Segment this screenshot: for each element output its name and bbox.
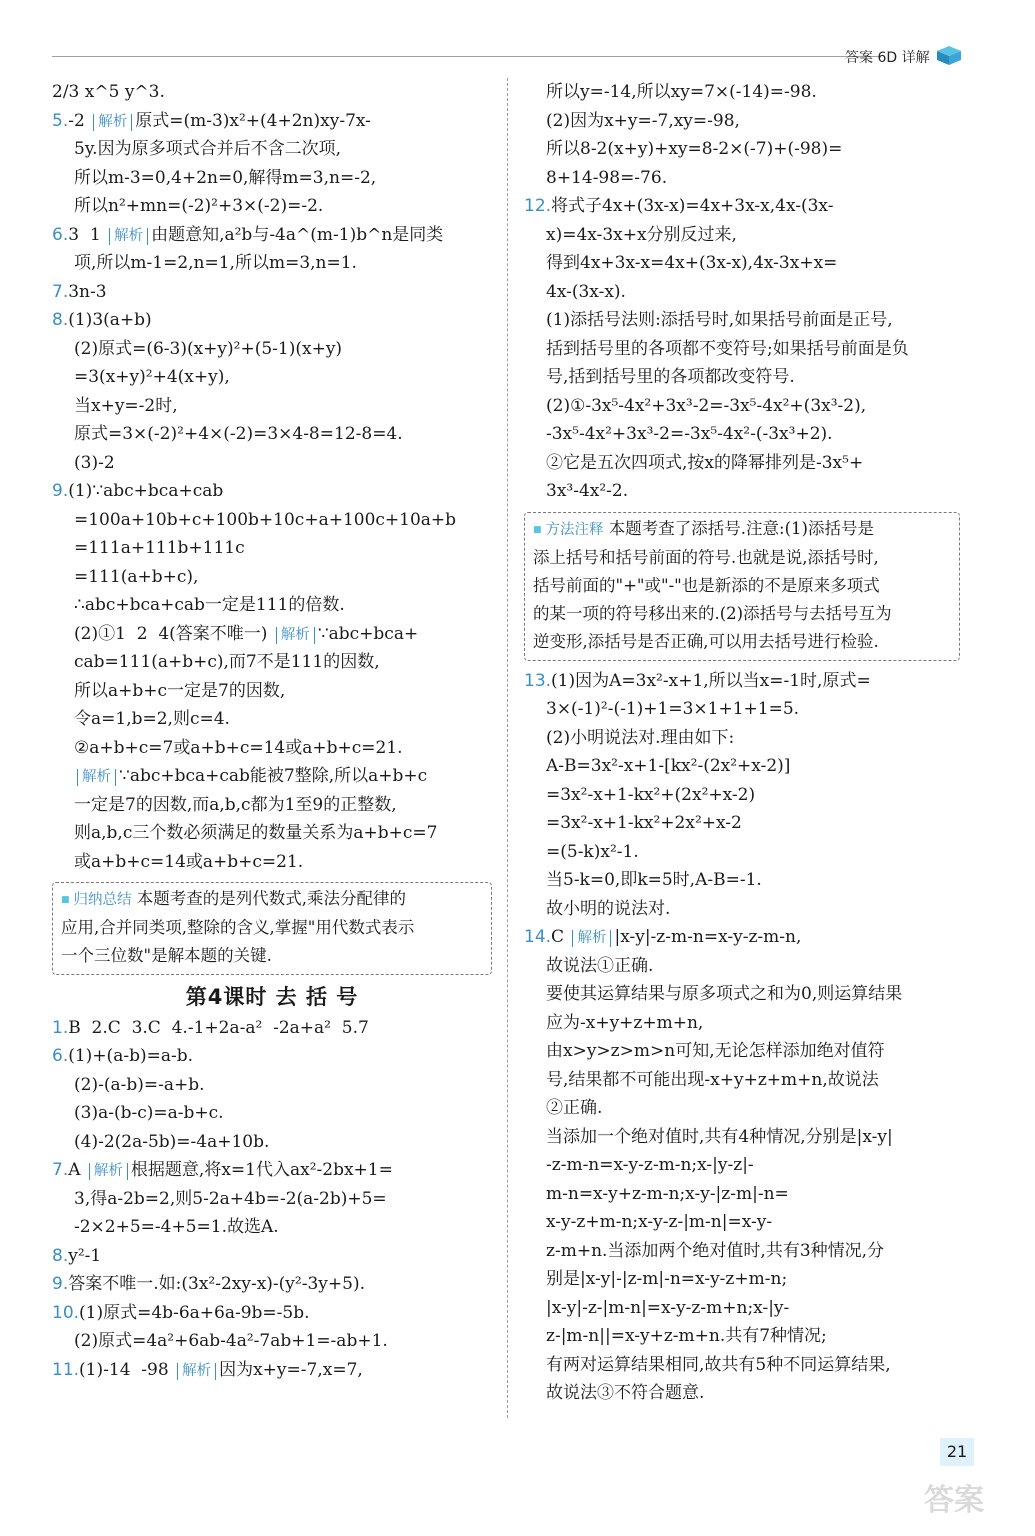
answer-text: (1)添括号法则:添括号时,如果括号前面是正号,	[546, 310, 893, 330]
answer-text: =111a+111b+111c	[74, 538, 245, 558]
answer-text: 一定是7的因数,而a,b,c都为1至9的正整数,	[74, 794, 397, 815]
answer-line	[524, 164, 960, 193]
answer-line	[524, 695, 960, 724]
answer-text: -2×2+5=-4+5=1.故选A.	[74, 1217, 279, 1237]
page-number: 21	[940, 1438, 974, 1466]
answer-text: 原式=3×(-2)²+4×(-2)=3×4-8=12-8=4.	[74, 424, 403, 444]
right-column	[524, 78, 960, 1408]
answer-line	[52, 848, 492, 877]
answer-line	[524, 1294, 960, 1323]
answer-text: ∴abc+bca+cab一定是111的倍数.	[74, 595, 345, 615]
answer-text: 根据题意,将x=1代入ax²-2bx+1=	[130, 1160, 393, 1180]
answer-text: x-y-z+m-n;x-y-z-|m-n|=x-y-	[546, 1212, 773, 1232]
answer-text: 所以n²+mn=(-2)²+3×(-2)=-2.	[74, 196, 324, 216]
question-number: 12.	[524, 196, 552, 216]
section-title: 第4课时 去 括 号	[185, 985, 359, 1009]
answer-line	[52, 1270, 492, 1299]
answer-text: (2)-(a-b)=-a+b.	[74, 1074, 205, 1095]
answer-text: (3)a-(b-c)=a-b+c.	[74, 1103, 224, 1123]
answer-line	[524, 306, 960, 335]
question-number: 5.	[52, 110, 69, 131]
header-rule	[52, 56, 880, 57]
column-divider	[507, 78, 508, 1418]
answer-line	[52, 791, 492, 820]
answer-line	[52, 420, 492, 449]
question-number: 6.	[52, 224, 69, 245]
answer-text: 因为x+y=-7,x=7,	[219, 1359, 363, 1380]
answer-line	[524, 1123, 960, 1152]
analysis-tag: 解析	[77, 769, 116, 786]
question-number: 8.	[52, 310, 69, 330]
answer-line	[524, 1351, 960, 1380]
answer-text: (4)-2(2a-5b)=-4a+10b.	[74, 1131, 270, 1152]
answer-text: 要使其运算结果与原多项式之和为0,则运算结果	[546, 984, 903, 1004]
answer-text: 故说法③不符合题意.	[546, 1383, 705, 1403]
answer-text: =3x²-x+1-kx²+2x²+x-2	[546, 813, 742, 833]
answer-text: 得到4x+3x-x=4x+(3x-x),4x-3x+x=	[546, 253, 838, 273]
answer-line	[524, 781, 960, 810]
answer-line	[524, 838, 960, 867]
answer-text: (2)①-3x⁵-4x²+3x³-2=-3x⁵-4x²+(3x³-2),	[546, 395, 867, 416]
answer-line	[52, 335, 492, 364]
answer-line	[524, 135, 960, 164]
answer-text: x)=4x-3x+x分别反过来,	[546, 224, 737, 245]
answer-text: 3,得a-2b=2,则5-2a+4b=-2(a-2b)+5=	[74, 1188, 387, 1209]
answer-line	[52, 1014, 492, 1043]
answer-text: 括到括号里的各项都不变符号;如果括号前面是负	[546, 338, 909, 359]
answer-text: 则a,b,c三个数必须满足的数量关系为a+b+c=7	[74, 823, 438, 843]
svg-text:答案: 答案	[924, 1483, 984, 1518]
answer-line	[52, 1299, 492, 1328]
answer-line	[52, 648, 492, 677]
answer-line	[524, 1066, 960, 1095]
question-number: 9.	[52, 1274, 69, 1294]
answer-line	[52, 78, 492, 107]
answer-text: (1)∵abc+bca+cab	[68, 481, 224, 501]
answer-text: (2)原式=4a²+6ab-4a²-7ab+1=-ab+1.	[74, 1331, 388, 1351]
answer-line	[52, 734, 492, 763]
answer-line	[52, 107, 492, 136]
answer-text: 号,括到括号里的各项都改变符号.	[546, 367, 795, 387]
answer-text: 或a+b+c=14或a+b+c=21.	[74, 851, 304, 872]
answer-line	[524, 192, 960, 221]
answer-line	[52, 249, 492, 278]
question-number: 11.	[52, 1359, 80, 1380]
answer-line	[524, 1151, 960, 1180]
answer-text: 3×(-1)²-(-1)+1=3×1+1+1=5.	[546, 699, 800, 719]
answer-text: ∵abc+bca+cab能被7整除,所以a+b+c	[119, 766, 428, 786]
answer-text: 所以m-3=0,4+2n=0,解得m=3,n=-2,	[74, 167, 377, 188]
answer-line	[52, 1356, 492, 1385]
answer-text: 别是|x-y|-|z-m|-n=x-y-z+m-n;	[546, 1269, 788, 1289]
answer-line	[524, 107, 960, 136]
answer-line	[524, 980, 960, 1009]
answer-text: |x-y|-z-m-n=x-y-z-m-n,	[614, 927, 802, 947]
answer-line	[524, 249, 960, 278]
question-number: 7.	[52, 281, 69, 302]
answer-text: 当x+y=-2时,	[74, 395, 178, 416]
answer-text: B 2.C 3.C 4.-1+2a-a² -2a+a² 5.7	[68, 1017, 369, 1038]
answer-line	[524, 895, 960, 924]
answer-text: 3n-3	[68, 281, 107, 302]
answer-line	[524, 809, 960, 838]
answer-line	[52, 221, 492, 250]
answer-text: z-m+n.当添加两个绝对值时,共有3种情况,分	[546, 1240, 885, 1261]
summary-box-title: ■ 归纳总结	[61, 892, 132, 908]
answer-line	[52, 1128, 492, 1157]
method-note-line: 括号前面的"+"或"-"也是新添的不是原来多项式	[533, 575, 880, 595]
answer-line	[52, 1071, 492, 1100]
answer-text: (1)原式=4b-6a+6a-9b=-5b.	[79, 1302, 310, 1323]
answer-text: 将式子4x+(3x-x)=4x+3x-x,4x-(3x-	[551, 196, 834, 216]
answer-line	[524, 78, 960, 107]
answer-line	[52, 192, 492, 221]
answer-line	[524, 1322, 960, 1351]
answer-text: 有两对运算结果相同,故共有5种不同运算结果,	[546, 1354, 891, 1375]
answer-text: 8+14-98=-76.	[546, 167, 668, 188]
answer-text: 原式=(m-3)x²+(4+2n)xy-7x-	[135, 110, 371, 131]
answer-line	[52, 620, 492, 649]
answer-text: (1)-14 -98	[79, 1359, 175, 1380]
answer-line	[524, 221, 960, 250]
question-number: 6.	[52, 1046, 69, 1066]
answer-text: ②它是五次四项式,按x的降幂排列是-3x⁵+	[546, 452, 864, 473]
method-note-line: 本题考查了添括号.注意:(1)添括号是	[608, 518, 874, 538]
answer-text: 当5-k=0,即k=5时,A-B=-1.	[546, 870, 762, 890]
answer-line	[524, 667, 960, 696]
question-number: 9.	[52, 481, 69, 501]
answer-text: =3x²-x+1-kx²+(2x²+x-2)	[546, 784, 756, 805]
answer-text: 所以8-2(x+y)+xy=8-2×(-7)+(-98)=	[546, 139, 843, 159]
answer-text: (2)原式=(6-3)(x+y)²+(5-1)(x+y)	[74, 338, 343, 359]
answer-text: (3)-2	[74, 452, 115, 473]
answer-line	[524, 724, 960, 753]
answer-line	[52, 164, 492, 193]
answer-line	[524, 1037, 960, 1066]
answer-text: 所以a+b+c一定是7的因数,	[74, 680, 286, 701]
answer-text: 应为-x+y+z+m+n,	[546, 1012, 704, 1033]
answer-line	[52, 534, 492, 563]
question-number: 10.	[52, 1302, 80, 1323]
analysis-tag: 解析	[572, 930, 611, 947]
answer-line	[52, 762, 492, 791]
answer-line	[524, 1094, 960, 1123]
answer-line	[524, 1265, 960, 1294]
answer-line	[52, 392, 492, 421]
answer-text: 4x-(3x-x).	[546, 281, 626, 302]
answer-text: ∵abc+bca+	[317, 623, 419, 644]
answer-text: 5y.因为原多项式合并后不含二次项,	[74, 139, 341, 159]
method-note-title: ■ 方法注释	[533, 522, 604, 538]
question-number: 8.	[52, 1245, 69, 1266]
answer-line	[52, 1099, 492, 1128]
answer-line	[524, 923, 960, 952]
answer-line	[524, 1379, 960, 1408]
answer-text: (1)因为A=3x²-x+1,所以当x=-1时,原式=	[551, 670, 871, 691]
answer-text: 由x>y>z>m>n可知,无论怎样添加绝对值符	[546, 1041, 885, 1061]
answer-line	[52, 477, 492, 506]
answer-text: 故小明的说法对.	[546, 898, 671, 919]
answer-line	[524, 866, 960, 895]
answer-text: -3x⁵-4x²+3x³-2=-3x⁵-4x²-(-3x³+2).	[546, 424, 833, 444]
answer-text: -2	[68, 110, 91, 131]
answer-line	[52, 449, 492, 478]
answer-line	[52, 1185, 492, 1214]
answer-line	[524, 752, 960, 781]
answer-text: C	[551, 927, 570, 947]
question-number: 14.	[524, 927, 552, 947]
answer-line	[52, 677, 492, 706]
watermark-logo-icon	[920, 1470, 1030, 1530]
answer-line	[524, 1237, 960, 1266]
method-note-line: 添上括号和括号前面的符号.也就是说,添括号时,	[533, 547, 879, 567]
answer-text: 3x³-4x²-2.	[546, 481, 629, 501]
answer-text: -z-m-n=x-y-z-m-n;x-|y-z|-	[546, 1155, 754, 1175]
answer-line	[524, 392, 960, 421]
answer-line	[52, 705, 492, 734]
answer-line	[52, 506, 492, 535]
answer-text: =100a+10b+c+100b+10c+a+100c+10a+b	[74, 509, 457, 530]
answer-text: (1)3(a+b)	[68, 310, 152, 330]
summary-line: 应用,合并同类项,整除的含义,掌握"用代数式表示	[61, 918, 415, 937]
answer-text: 由题意知,a²b与-4a^(m-1)b^n是同类	[151, 224, 444, 245]
analysis-tag: 解析	[93, 114, 132, 131]
answer-line	[52, 1213, 492, 1242]
answer-text: =(5-k)x²-1.	[546, 841, 639, 862]
question-number: 7.	[52, 1160, 69, 1180]
answer-line	[524, 420, 960, 449]
answer-line	[524, 278, 960, 307]
answer-line	[524, 363, 960, 392]
answer-text: 答案不唯一.如:(3x²-2xy-x)-(y²-3y+5).	[68, 1274, 365, 1294]
summary-line: 一个三位数"是解本题的关键.	[61, 946, 272, 965]
answer-text: 当添加一个绝对值时,共有4种情况,分别是|x-y|	[546, 1126, 893, 1147]
summary-line: 本题考查的是列代数式,乘法分配律的	[136, 889, 407, 908]
analysis-tag: 解析	[276, 627, 315, 644]
answer-line	[52, 306, 492, 335]
answer-text: m-n=x-y+z-m-n;x-y-|z-m|-n=	[546, 1183, 789, 1204]
method-note-line: 的某一项的符号移出来的.(2)添括号与去括号互为	[533, 603, 892, 623]
analysis-tag: 解析	[89, 1163, 128, 1180]
answer-line	[524, 449, 960, 478]
question-number: 1.	[52, 1017, 69, 1038]
answer-text: 项,所以m-1=2,n=1,所以m=3,n=1.	[74, 253, 357, 273]
answer-text: A-B=3x²-x+1-[kx²-(2x²+x-2)]	[546, 756, 791, 776]
answer-text: A	[68, 1160, 86, 1180]
cube-logo-icon	[935, 44, 963, 66]
answer-text: 2/3 x^5 y^3.	[52, 82, 165, 102]
left-column	[52, 78, 492, 1384]
answer-text: (2)因为x+y=-7,xy=-98,	[546, 110, 740, 131]
answer-text: (1)+(a-b)=a-b.	[68, 1046, 193, 1066]
answer-line	[52, 1042, 492, 1071]
answer-text: 故说法①正确.	[546, 955, 654, 976]
analysis-tag: 解析	[177, 1363, 216, 1380]
answer-text: 令a=1,b=2,则c=4.	[74, 709, 230, 729]
summary-box	[52, 882, 492, 975]
answer-text: ②正确.	[546, 1098, 603, 1118]
answer-text: ②a+b+c=7或a+b+c=14或a+b+c=21.	[74, 737, 403, 758]
question-number: 13.	[524, 670, 552, 691]
header-title: 答案 6D 详解	[845, 50, 930, 66]
answer-text: 3 1	[68, 224, 107, 245]
method-note-box	[524, 512, 960, 661]
answer-line	[52, 363, 492, 392]
answer-line	[524, 1009, 960, 1038]
answer-line	[52, 135, 492, 164]
answer-line	[52, 1327, 492, 1356]
answer-text: z-|m-n||=x-y+z-m+n.共有7种情况;	[546, 1326, 827, 1346]
answer-line	[52, 1156, 492, 1185]
answer-line	[52, 819, 492, 848]
answer-text: y²-1	[68, 1245, 102, 1266]
answer-text: 号,结果都不可能出现-x+y+z+m+n,故说法	[546, 1069, 879, 1090]
answer-line	[52, 278, 492, 307]
analysis-tag: 解析	[109, 228, 148, 245]
answer-line	[52, 591, 492, 620]
answer-text: 所以y=-14,所以xy=7×(-14)=-98.	[546, 82, 817, 102]
answer-line	[524, 1208, 960, 1237]
answer-text: (2)小明说法对.理由如下:	[546, 727, 735, 748]
answer-line	[524, 952, 960, 981]
answer-text: =111(a+b+c),	[74, 566, 199, 587]
answer-line	[52, 563, 492, 592]
answer-text: |x-y|-z-|m-n|=x-y-z-m+n;x-|y-	[546, 1297, 790, 1318]
answer-line	[524, 477, 960, 506]
answer-line	[524, 335, 960, 364]
answer-text: =3(x+y)²+4(x+y),	[74, 367, 230, 387]
method-note-line: 逆变形,添括号是否正确,可以用去括号进行检验.	[533, 631, 879, 651]
answer-line	[524, 1180, 960, 1209]
answer-line	[52, 1242, 492, 1271]
answer-text: (2)①1 2 4(答案不唯一)	[74, 623, 273, 644]
answer-text: cab=111(a+b+c),而7不是111的因数,	[74, 652, 380, 672]
